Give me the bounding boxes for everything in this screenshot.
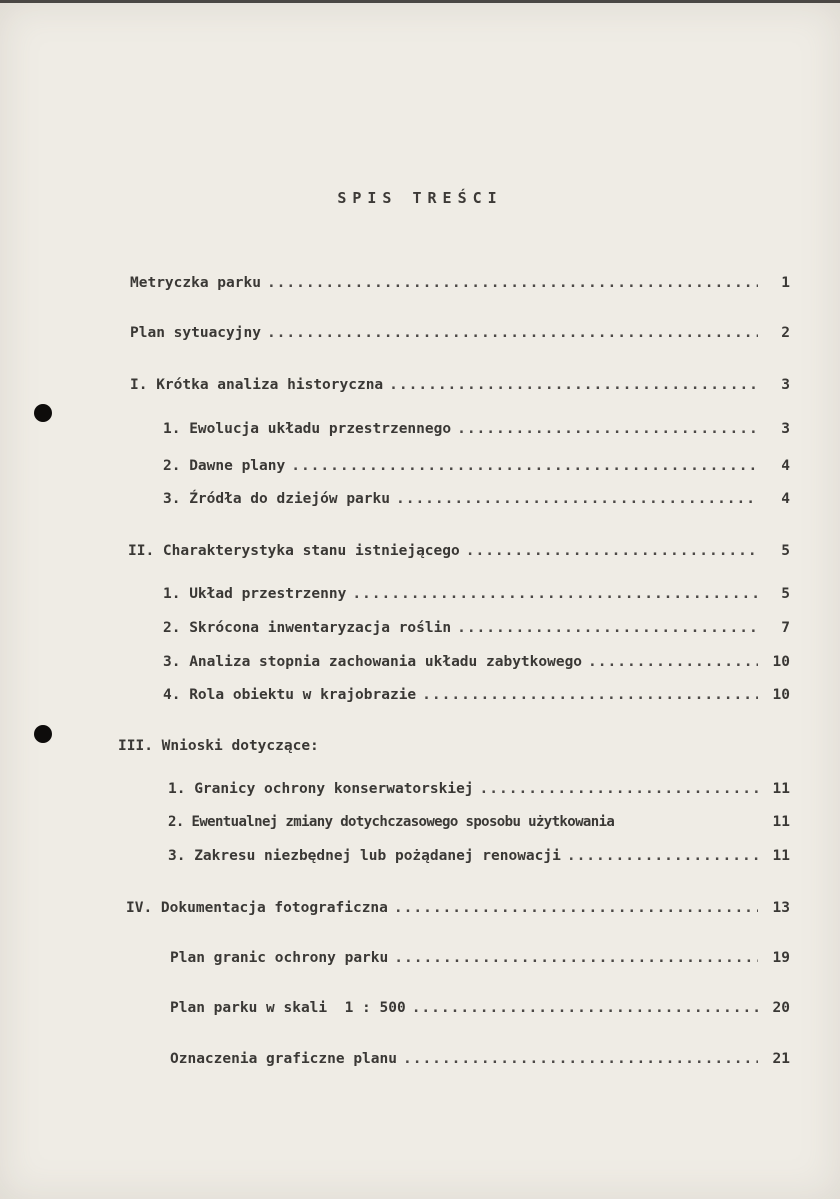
dot-leader [394,900,758,916]
toc-entry-label: 2. Ewentualnej zmiany dotychczasowego sposobu użytkowania [168,814,615,830]
toc-entry-page: 10 [772,687,790,703]
toc-entry [168,848,790,864]
toc-entry [163,491,790,507]
toc-entry-label: 3. Źródła do dziejów parku [163,491,390,507]
toc-entry-label: 1. Ewolucja układu przestrzennego [163,421,452,437]
toc-entry-page: 13 [772,900,790,916]
binder-hole [34,404,52,422]
toc-entry-label: 1. Układ przestrzenny [163,586,347,602]
toc-entry-page: 20 [772,1000,790,1016]
toc-entry [170,950,790,966]
document-page [0,3,840,1199]
dot-leader [394,950,758,966]
toc-entry-label: 1. Granicy ochrony konserwatorskiej [168,781,474,797]
toc-section-heading [130,377,790,393]
toc-entry-label: 2. Skrócona inwentaryzacja roślin [163,620,452,636]
dot-leader [457,620,758,636]
toc-entry-label: IV. Dokumentacja fotograficzna [126,900,388,916]
toc-entry-label: Oznaczenia graficzne planu [170,1051,397,1067]
toc-section-heading [126,900,790,916]
toc-section-heading [128,543,790,559]
dot-leader [457,421,758,437]
toc-entry-page: 11 [772,781,790,797]
toc-entry [163,586,790,602]
toc-entry-page: 11 [772,848,790,864]
dot-leader [389,377,758,393]
toc-entry-label: III. Wnioski dotyczące: [118,738,319,754]
dot-leader [412,1000,758,1016]
toc-entry-label: 4. Rola obiektu w krajobrazie [163,687,417,703]
toc-entry-label: 3. Analiza stopnia zachowania układu zabytkowego [163,654,583,670]
toc-entry-label: 3. Zakresu niezbędnej lub pożądanej renowacji [168,848,561,864]
dot-leader [567,848,758,864]
toc-entry-label: Plan granic ochrony parku [170,950,389,966]
toc-entry [163,620,790,636]
toc-entry [168,814,790,830]
toc-entry [163,421,790,437]
dot-leader [396,491,758,507]
dot-leader [352,586,758,602]
toc-entry-label: Plan parku w skali 1 : 500 [170,1000,406,1016]
toc-entry-page: 3 [781,377,790,393]
toc-section-heading [118,738,790,754]
toc-entry [163,654,790,670]
dot-leader [291,458,758,474]
toc-entry-page: 5 [781,543,790,559]
toc-entry-label: I. Krótka analiza historyczna [130,377,384,393]
toc-entry-page: 7 [781,620,790,636]
page-title: SPIS TREŚCI [337,189,503,207]
toc-entry-page: 11 [772,814,790,830]
toc-entry-page: 21 [772,1051,790,1067]
toc-entry-page: 1 [781,275,790,291]
toc-entry-page: 10 [772,654,790,670]
toc-entry-page: 5 [781,586,790,602]
toc-entry-page: 3 [781,421,790,437]
toc-entry [163,458,790,474]
dot-leader [480,781,758,797]
dot-leader [267,325,758,341]
toc-entry [170,1000,790,1016]
toc-entry-label: 2. Dawne plany [163,458,286,474]
toc-entry-page: 4 [781,458,790,474]
toc-entry [130,275,790,291]
dot-leader [466,543,758,559]
dot-leader [403,1051,758,1067]
toc-entry-label: II. Charakterystyka stanu istniejącego [128,543,460,559]
toc-entry-label: Metryczka parku [130,275,261,291]
dot-leader [422,687,758,703]
toc-entry-page: 4 [781,491,790,507]
dot-leader [267,275,758,291]
toc-entry [163,687,790,703]
toc-entry [130,325,790,341]
toc-entry-page: 19 [772,950,790,966]
toc-entry [170,1051,790,1067]
toc-entry-page: 2 [781,325,790,341]
binder-hole [34,725,52,743]
toc-entry-label: Plan sytuacyjny [130,325,261,341]
toc-entry [168,781,790,797]
dot-leader [588,654,758,670]
